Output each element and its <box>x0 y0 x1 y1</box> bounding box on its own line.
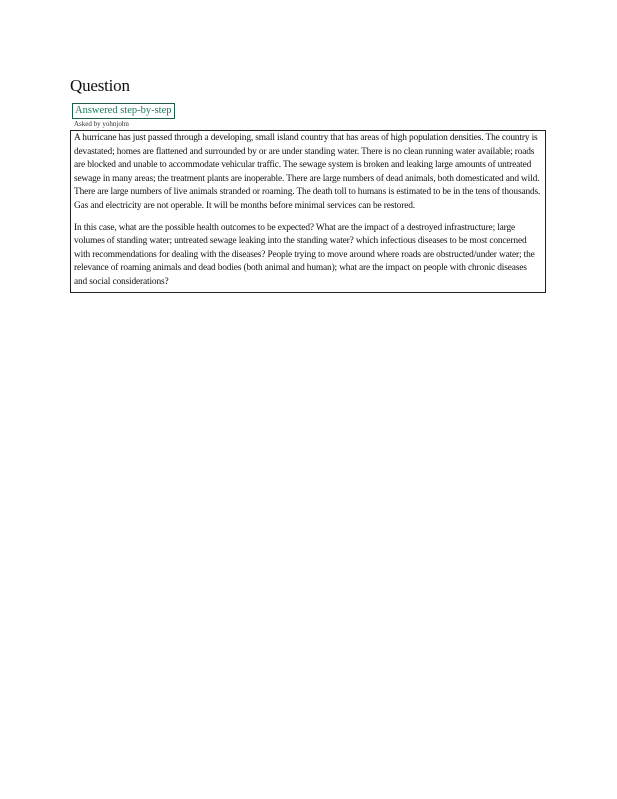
page-title: Question <box>70 76 130 95</box>
answered-status-badge[interactable]: Answered step-by-step <box>72 103 175 119</box>
question-paragraph-scenario: A hurricane has just passed through a developing, small island country that has areas of high population densities. The country is devastated; homes are flattened and surrounded by or are under standing water. There is no clean running water available; roads are blocked and unable to accommodate vehicular traffic. The sewage system is broken and leaking large amounts of untreated sewage in many areas; the treatment plants are inoperable. There are large numbers of dead animals, both domesticated and wild. There are large numbers of live animals stranded or roaming. The death toll to humans is estimated to be in the tens of thousands. Gas and electricity are not operable. It will be months before minimal services can be restored. <box>74 133 541 211</box>
question-section <box>70 76 546 293</box>
question-body <box>70 130 546 293</box>
asked-by-label: Asked by yohnjohn <box>74 120 129 128</box>
question-paragraph-prompt: In this case, what are the possible health outcomes to be expected? What are the impact of a destroyed infrastructure; large volumes of standing water; untreated sewage leaking into the standing water? which infectious diseases to be most concerned with recommendations for dealing with the diseases? People trying to move around where roads are obstructed/under water; the relevance of roaming animals and dead bodies (both animal and human); what are the impact on people with chronic diseases and social considerations? <box>74 222 535 287</box>
